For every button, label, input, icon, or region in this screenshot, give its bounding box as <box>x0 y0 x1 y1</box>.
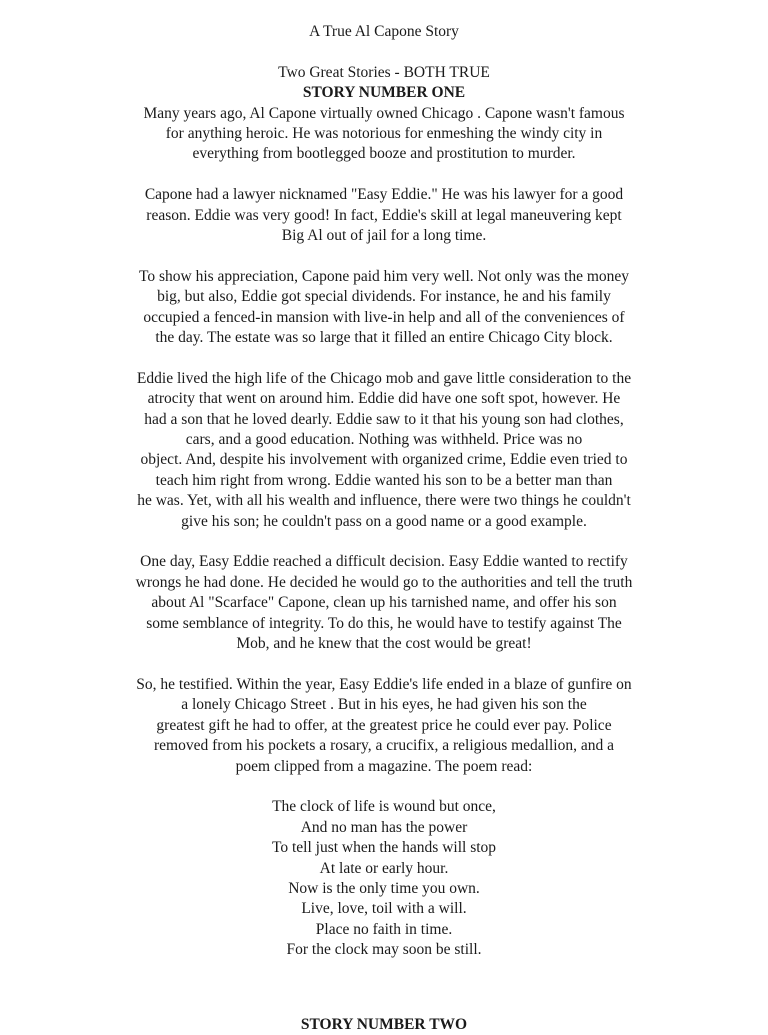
intro-line: Two Great Stories - BOTH TRUE <box>278 63 490 81</box>
poem-line: And no man has the power <box>300 818 468 836</box>
paragraph-4 <box>0 369 768 532</box>
poem-line: Now is the only time you own. <box>288 879 480 897</box>
paragraph-line: Mob, and he knew that the cost would be great! <box>236 635 532 653</box>
paragraph-line: removed from his pockets a rosary, a crucifix, a religious medallion, and a <box>154 737 614 755</box>
document-title: A True Al Capone Story <box>309 23 459 40</box>
paragraph-line: poem clipped from a magazine. The poem read: <box>235 757 533 775</box>
poem-line: To tell just when the hands will stop <box>271 839 497 857</box>
story-one-heading: STORY NUMBER ONE <box>302 84 466 102</box>
paragraph-line: about Al "Scarface" Capone, clean up his tarnished name, and offer his son <box>151 594 617 612</box>
paragraph-line: he was. Yet, with all his wealth and influence, there were two things he couldn't <box>137 492 631 510</box>
paragraph-1 <box>0 104 768 165</box>
paragraph-line: One day, Easy Eddie reached a difficult decision. Easy Eddie wanted to rectify <box>140 553 628 571</box>
spacer <box>0 655 768 675</box>
paragraph-line: greatest gift he had to offer, at the greatest price he could ever pay. Police <box>156 716 612 734</box>
paragraph-line: some semblance of integrity. To do this, he would have to testify against The <box>146 614 622 632</box>
spacer <box>0 246 768 266</box>
poem-line: For the clock may soon be still. <box>286 941 482 959</box>
paragraph-line: Many years ago, Al Capone virtually owned Chicago . Capone wasn't famous <box>143 104 625 122</box>
paragraph-line: occupied a fenced-in mansion with live-in help and all of the conveniences of <box>143 308 625 326</box>
paragraph-line: big, but also, Eddie got special dividends. For instance, he and his family <box>157 288 611 306</box>
spacer <box>0 165 768 185</box>
paragraph-line: Eddie lived the high life of the Chicago mob and gave little consideration to the <box>136 369 632 387</box>
paragraph-line: Capone had a lawyer nicknamed "Easy Eddie." He was his lawyer for a good <box>144 186 624 204</box>
paragraph-5 <box>0 552 768 654</box>
spacer <box>0 532 768 552</box>
poem-line: Live, love, toil with a will. <box>301 900 467 918</box>
poem <box>0 797 768 960</box>
document-page <box>0 22 768 961</box>
paragraph-line: had a son that he loved dearly. Eddie saw to it that his young son had clothes, <box>144 410 624 428</box>
spacer <box>0 777 768 797</box>
paragraph-line: everything from bootlegged booze and prostitution to murder. <box>192 145 576 163</box>
poem-line: Place no faith in time. <box>315 920 453 938</box>
paragraph-line: the day. The estate was so large that it filled an entire Chicago City block. <box>155 329 613 347</box>
paragraph-line: So, he testified. Within the year, Easy Eddie's life ended in a blaze of gunfire on <box>136 675 632 693</box>
paragraph-line: give his son; he couldn't pass on a good name or a good example. <box>181 512 587 530</box>
paragraph-line: teach him right from wrong. Eddie wanted his son to be a better man than <box>155 471 613 489</box>
paragraph-line: object. And, despite his involvement with organized crime, Eddie even tried to <box>140 451 628 469</box>
paragraph-line: To show his appreciation, Capone paid him very well. Not only was the money <box>138 267 630 285</box>
poem-line: At late or early hour. <box>319 859 449 877</box>
paragraph-3 <box>0 267 768 349</box>
spacer <box>0 348 768 368</box>
paragraph-2 <box>0 185 768 246</box>
spacer <box>0 42 768 62</box>
poem-line: The clock of life is wound but once, <box>272 798 496 816</box>
paragraph-line: cars, and a good education. Nothing was withheld. Price was no <box>185 431 583 449</box>
paragraph-line: a lonely Chicago Street . But in his eyes, he had given his son the <box>181 696 587 714</box>
paragraph-line: reason. Eddie was very good! In fact, Eddie's skill at legal maneuvering kept <box>146 206 622 224</box>
paragraph-line: wrongs he had done. He decided he would go to the authorities and tell the truth <box>135 573 633 591</box>
paragraph-line: for anything heroic. He was notorious for enmeshing the windy city in <box>165 125 603 143</box>
paragraph-line: Big Al out of jail for a long time. <box>281 227 487 245</box>
paragraph-line: atrocity that went on around him. Eddie did have one soft spot, however. He <box>147 390 621 408</box>
paragraph-6 <box>0 675 768 777</box>
story-two-heading: STORY NUMBER TWO <box>300 1016 468 1033</box>
